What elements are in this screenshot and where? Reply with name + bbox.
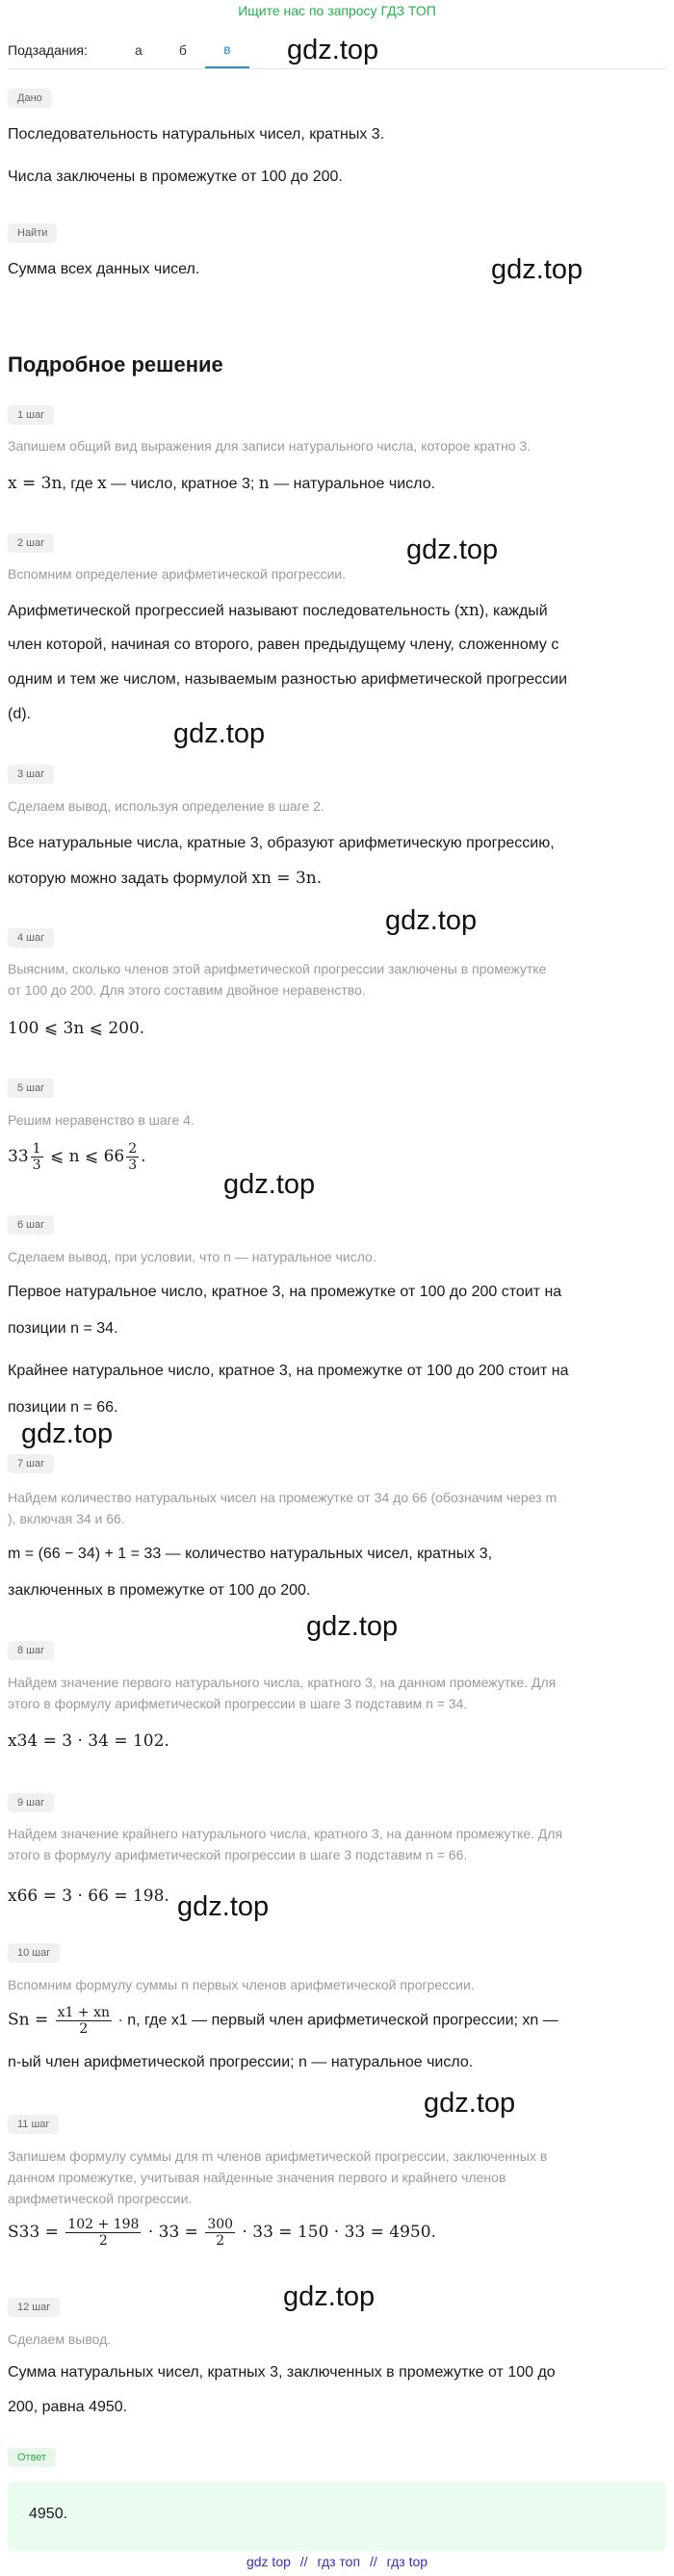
step-badge: 6 шаг (8, 1215, 54, 1235)
watermark: gdz.top (177, 1891, 270, 1922)
step-formula: 33 $\frac{1}{3}$ ⩽ n ⩽ 66 $\frac{2}{3}$ . (8, 1141, 146, 1173)
step-text: заключенных в промежутке от 100 до 200. (8, 1582, 311, 1599)
step-text: x = 3n, где x — число, кратное 3; n — натуральное число. (8, 474, 436, 493)
tab-a[interactable]: а (135, 41, 143, 58)
footer-link[interactable]: гдз топ (317, 2554, 361, 2569)
step-hint: Запишем общий вид выражения для записи натурального числа, которое кратно 3. (8, 438, 531, 454)
step-text: член которой, начиная со второго, равен предыдущему члену, сложенному с (8, 637, 559, 653)
step-hint: Сделаем вывод. (8, 2331, 112, 2347)
watermark: gdz.top (406, 534, 499, 565)
step-hint: Запишем формулу суммы для m членов арифметической прогрессии, заключенных в (8, 2148, 548, 2164)
find-text: Сумма всех данных чисел. (8, 261, 200, 277)
watermark: gdz.top (173, 718, 266, 749)
step-badge: 10 шаг (8, 1943, 60, 1963)
step-badge: 11 шаг (8, 2115, 59, 2134)
step-hint: Найдем количество натуральных чисел на промежутке от 34 до 66 (обозначим через m (8, 1490, 557, 1505)
step-text: Арифметической прогрессией называют последовательность (xn), каждый (8, 601, 548, 620)
tab-b[interactable]: б (178, 41, 187, 58)
watermark: gdz.top (385, 905, 478, 936)
step-formula: x34 = 3 · 34 = 102. (8, 1731, 169, 1751)
step-hint: этого в формулу арифметической прогрессии в шаге 3 подставим n = 34. (8, 1696, 468, 1711)
step-hint: Вспомним формулу суммы n первых членов арифметической прогрессии. (8, 1977, 475, 1992)
footer-link[interactable]: гдз top (386, 2554, 428, 2569)
step-formula: x66 = 3 · 66 = 198. (8, 1886, 169, 1906)
step-hint: Сделаем вывод, используя определение в шаге 2. (8, 798, 324, 814)
step-text: (d). (8, 706, 31, 722)
step-hint: Сделаем вывод, при условии, что n — натуральное число. (8, 1249, 376, 1264)
footer-separator: // (369, 2554, 377, 2569)
step-hint: от 100 до 200. Для этого составим двойное неравенство. (8, 982, 366, 998)
step-hint: Найдем значение крайнего натурального числа, кратного 3, на данном промежутке. Для (8, 1826, 563, 1841)
watermark: gdz.top (491, 254, 583, 285)
footer-separator: // (299, 2554, 308, 2569)
watermark: gdz.top (287, 35, 379, 65)
step-hint: этого в формулу арифметической прогрессии в шаге 3 подставим n = 66. (8, 1847, 468, 1862)
step-hint: ), включая 34 и 66. (8, 1511, 125, 1526)
answer-value: 4950. (29, 2506, 68, 2522)
step-formula: Sn = $\frac{x1 + xn}{2}$ · n, где x1 — первый член арифметической прогрессии; xn — (8, 2005, 558, 2037)
step-formula: S33 = $\frac{102 + 198}{2}$ · 33 = $\frac{300}{2}$ · 33 = 150 · 33 = 4950. (8, 2217, 436, 2249)
find-badge: Найти (8, 223, 57, 243)
footer-links (0, 2554, 674, 2569)
step-badge: 9 шаг (8, 1793, 54, 1812)
step-text: Крайнее натуральное число, кратное 3, на промежутке от 100 до 200 стоит на (8, 1363, 569, 1379)
step-text: Первое натуральное число, кратное 3, на промежутке от 100 до 200 стоит на (8, 1284, 562, 1300)
step-badge: 4 шаг (8, 928, 54, 948)
given-line-1: Последовательность натуральных чисел, кратных 3. (8, 126, 385, 143)
step-hint: Вспомним определение арифметической прогрессии. (8, 566, 347, 582)
step-hint: данном промежутке, учитывая найденные значения первого и крайнего членов (8, 2170, 506, 2185)
step-badge: 12 шаг (8, 2298, 60, 2317)
step-text: которую можно задать формулой xn = 3n. (8, 869, 323, 888)
subtasks-label: Подзадания: (8, 41, 88, 58)
step-text: позиции n = 66. (8, 1399, 118, 1416)
step-text: n-ый член арифметической прогрессии; n — натуральное число. (8, 2054, 474, 2070)
step-badge: 8 шаг (8, 1641, 54, 1660)
watermark: gdz.top (223, 1169, 316, 1200)
step-text: одним и тем же числом, называемым разностью арифметической прогрессии (8, 671, 568, 688)
solution-title: Подробное решение (8, 352, 223, 377)
watermark: gdz.top (283, 2281, 376, 2312)
watermark: gdz.top (21, 1418, 114, 1449)
step-badge: 5 шаг (8, 1079, 54, 1098)
given-badge: Дано (8, 89, 52, 108)
step-badge: 3 шаг (8, 765, 54, 784)
step-formula: 100 ⩽ 3n ⩽ 200. (8, 1019, 145, 1038)
step-hint: Найдем значение первого натурального числа, кратного 3, на данном промежутке. Для (8, 1675, 557, 1690)
tab-v[interactable]: в (205, 32, 249, 68)
step-text: m = (66 − 34) + 1 = 33 — количество натуральных чисел, кратных 3, (8, 1546, 493, 1562)
step-badge: 7 шаг (8, 1454, 54, 1473)
answer-badge: Ответ (8, 2448, 56, 2467)
given-line-2: Числа заключены в промежутке от 100 до 200. (8, 169, 343, 185)
step-badge: 1 шаг (8, 405, 54, 425)
step-hint: Выясним, сколько членов этой арифметической прогрессии заключены в промежутке (8, 961, 547, 976)
footer-link[interactable]: gdz top (246, 2554, 291, 2569)
step-badge: 2 шаг (8, 533, 54, 553)
step-hint: арифметической прогрессии. (8, 2191, 193, 2206)
watermark: gdz.top (424, 2088, 516, 2119)
answer-box (8, 2482, 666, 2551)
step-text: Все натуральные числа, кратные 3, образуют арифметическую прогрессию, (8, 835, 555, 851)
given-section (8, 89, 666, 108)
step-text: Сумма натуральных чисел, кратных 3, заключенных в промежутке от 100 до (8, 2364, 556, 2381)
step-text: 200, равна 4950. (8, 2399, 128, 2415)
watermark: gdz.top (306, 1611, 399, 1642)
step-text: позиции n = 34. (8, 1320, 118, 1337)
step-hint: Решим неравенство в шаге 4. (8, 1112, 194, 1128)
search-banner[interactable]: Ищите нас по запросу ГДЗ ТОП (238, 3, 436, 18)
find-section (8, 223, 666, 243)
